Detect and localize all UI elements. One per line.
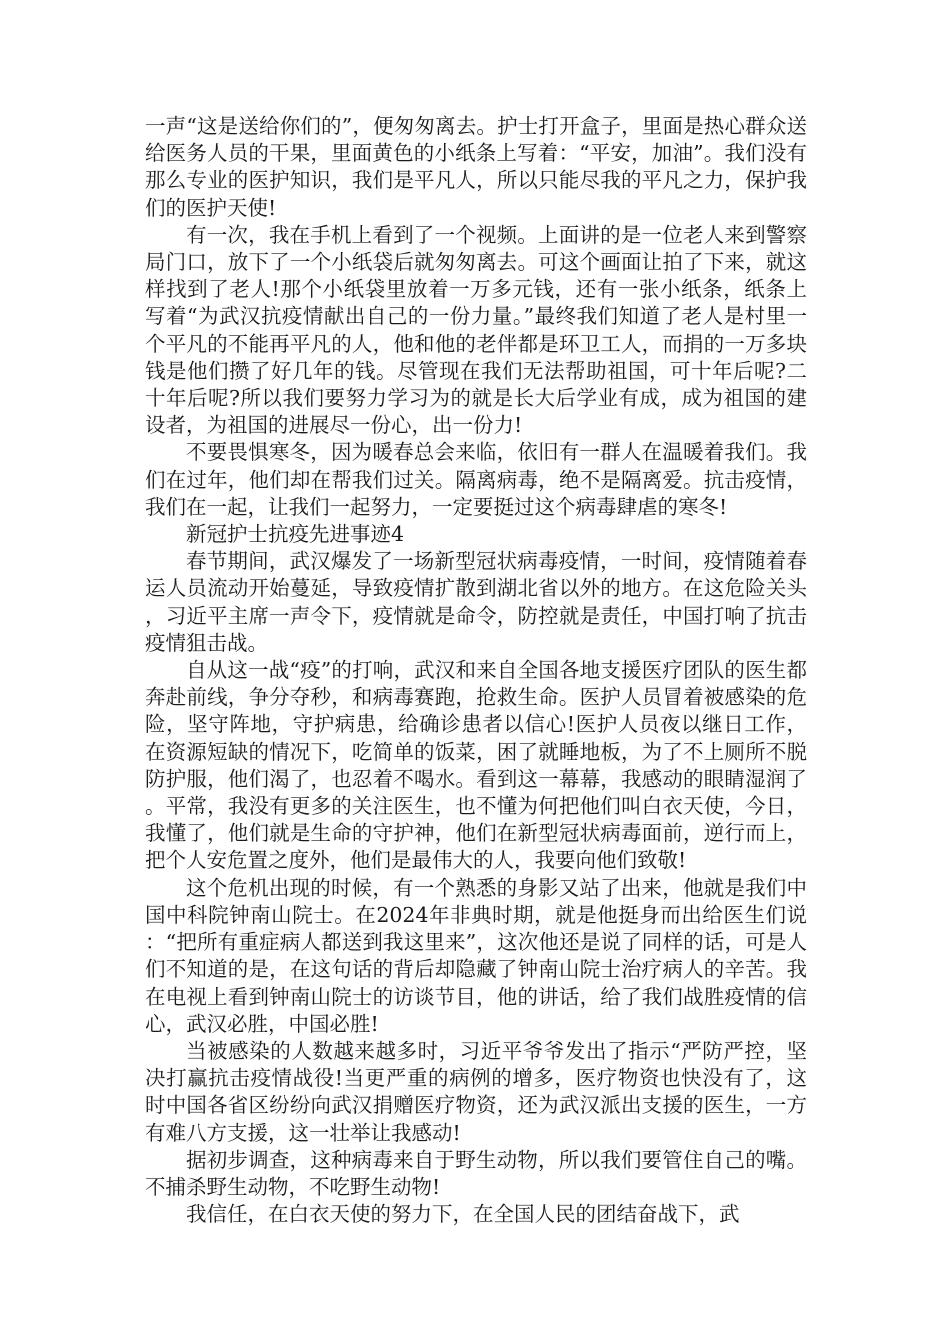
paragraph-7: 当被感染的人数越来越多时，习近平爷爷发出了指示“严防严控，坚决打赢抗击疫情战役!当更严重的病例的增多，医疗物资也快没有了，这时中国各省区纷纷向武汉捐赠医疗物资，还为武汉派出支援的医生，一方有难八方支援，这一壮举让我感动! xyxy=(145,1038,807,1145)
paragraph-8: 据初步调查，这种病毒来自于野生动物，所以我们要管住自己的嘴。不捕杀野生动物，不吃野生动物! xyxy=(145,1147,807,1199)
paragraph-4: 春节期间，武汉爆发了一场新型冠状病毒疫情，一时间，疫情随着春运人员流动开始蔓延，导致疫情扩散到湖北省以外的地方。在这危险关头，习近平主席一声令下，疫情就是命令，防控就是责任，中国打响了抗击疫情狙击战。 xyxy=(145,549,807,655)
paragraph-6: 这个危机出现的时候，有一个熟悉的身影又站了出来，他就是我们中国中科院钟南山院士。在2024年非典时期，就是他挺身而出给医生们说：“把所有重症病人都送到我这里来”，这次他还是说了同样的话，可是人们不知道的是，在这句话的背后却隐藏了钟南山院士治疗病人的辛苦。我在电视上看到钟南山院士的访谈节目，他的讲话，给了我们战胜疫情的信心，武汉必胜，中国必胜! xyxy=(145,875,807,1036)
document-page xyxy=(145,113,807,1228)
paragraph-9: 我信任，在白衣天使的努力下，在全国人民的团结奋战下，武 xyxy=(186,1202,740,1227)
section-heading: 新冠护士抗疫先进事迹4 xyxy=(186,522,405,547)
paragraph-5: 自从这一战“疫”的打响，武汉和来自全国各地支援医疗团队的医生都奔赴前线，争分夺秒，和病毒赛跑，抢救生命。医护人员冒着被感染的危险，坚守阵地，守护病患，给确诊患者以信心!医护人员夜以继日工作，在资源短缺的情况下，吃简单的饭菜，困了就睡地板，为了不上厕所不脱防护服，他们渴了，也忍着不喝水。看到这一幕幕，我感动的眼睛湿润了。平常，我没有更多的关注医生，也不懂为何把他们叫白衣天使，今日，我懂了，他们就是生命的守护神，他们在新型冠状病毒面前，逆行而上，把个人安危置之度外，他们是最伟大的人，我要向他们致敬! xyxy=(145,658,807,873)
paragraph-2: 有一次，我在手机上看到了一个视频。上面讲的是一位老人来到警察局门口，放下了一个小纸袋后就匆匆离去。可这个画面让拍了下来，就这样找到了老人!那个小纸袋里放着一万多元钱，还有一张小纸条，纸条上写着“为武汉抗疫情献出自己的一份力量。”最终我们知道了老人是村里一个平凡的不能再平凡的人，他和他的老伴都是环卫工人，而捐的一万多块钱是他们攒了好几年的钱。尽管现在我们无法帮助祖国，可十年后呢?二十年后呢?所以我们要努力学习为的就是长大后学业有成，成为祖国的建设者，为祖国的进展尽一份心，出一份力! xyxy=(145,222,807,438)
paragraph-1: 一声“这是送给你们的”，便匆匆离去。护士打开盒子，里面是热心群众送给医务人员的干果，里面黄色的小纸条上写着：“平安，加油”。我们没有那么专业的医护知识，我们是平凡人，所以只能尽我的平凡之力，保护我们的医护天使! xyxy=(145,114,807,220)
paragraph-3: 不要畏惧寒冬，因为暖春总会来临，依旧有一群人在温暖着我们。我们在过年，他们却在帮我们过关。隔离病毒，绝不是隔离爱。抗击疫情，我们在一起，让我们一起努力，一定要挺过这个病毒肆虐的寒冬! xyxy=(145,440,807,519)
